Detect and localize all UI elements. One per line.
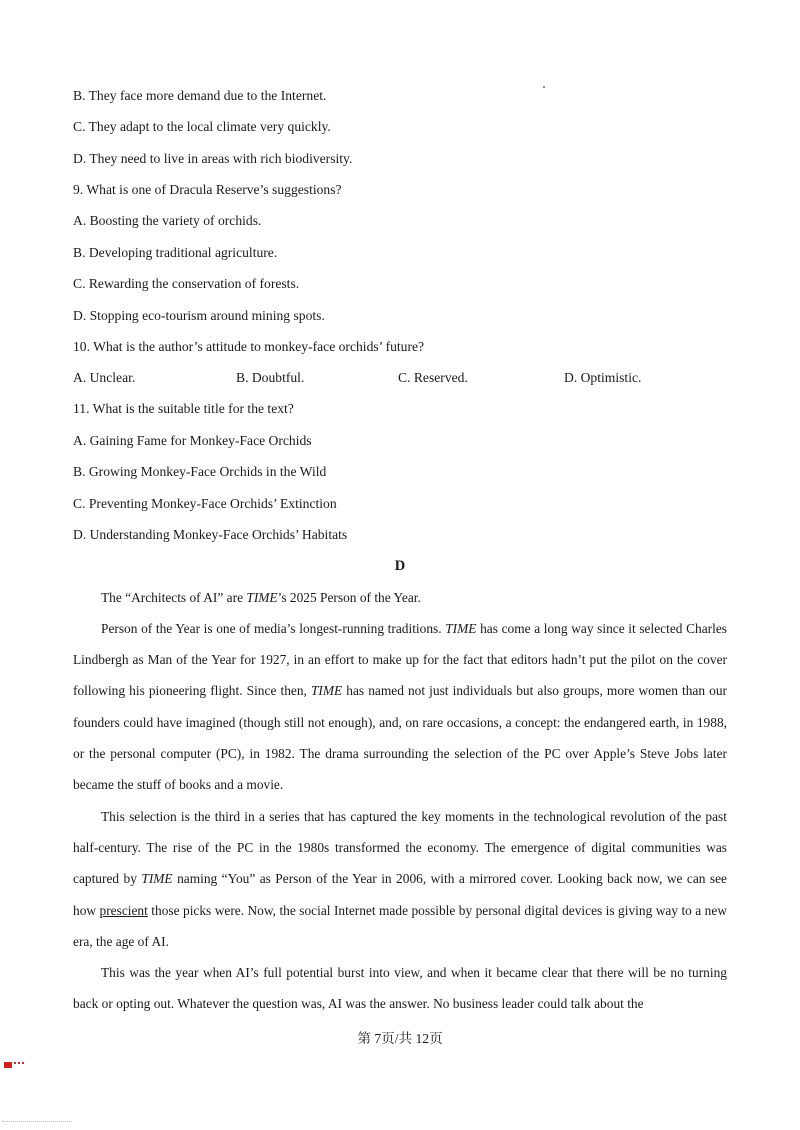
passage-paragraph-3: This selection is the third in a series that has captured the key moments in the technological revolution of the past half-century. The rise of the PC in the 1980s transformed the economy. The emergence of digital communities was captured by TIME naming “You” as Person of the Year in 2006, with a mirrored cover. Looking back now, we can see how prescient those picks were. Now, the social Internet made possible by personal digital devices is giving way to a new era, the age of AI. — [73, 809, 727, 949]
scan-edge-mark — [2, 1121, 72, 1125]
q9-option-b: B. Developing traditional agriculture. — [73, 245, 278, 260]
scan-speck — [543, 86, 545, 88]
q8-option-b: B. They face more demand due to the Internet. — [73, 88, 327, 103]
q8-option-d: D. They need to live in areas with rich biodiversity. — [73, 151, 353, 166]
q11-option-c: C. Preventing Monkey-Face Orchids’ Extinction — [73, 496, 337, 511]
q10-option-a: A. Unclear. — [73, 370, 136, 385]
q11-option-b: B. Growing Monkey-Face Orchids in the Wild — [73, 464, 327, 479]
q9-option-a: A. Boosting the variety of orchids. — [73, 213, 262, 228]
stamp-mark — [14, 1062, 24, 1068]
q11-question: 11. What is the suitable title for the text? — [73, 401, 294, 416]
q9-option-d: D. Stopping eco-tourism around mining spots. — [73, 308, 325, 323]
q11-option-d: D. Understanding Monkey-Face Orchids’ Habitats — [73, 527, 348, 542]
q10-options-row — [73, 369, 733, 387]
red-stamp-icon — [4, 1062, 12, 1068]
passage-paragraph-1: The “Architects of AI” are TIME’s 2025 Person of the Year. — [101, 590, 421, 605]
passage-paragraph-2: Person of the Year is one of media’s longest-running traditions. TIME has come a long way since it selected Charles Lindbergh as Man of the Year for 1927, in an effort to make up for the fact that editors hadn’t put the pilot on the cover following his pioneering flight. Since then, TIME has named not just individuals but also groups, more women than our founders could have imagined (though still not enough), and, on rare occasions, a concept: the endangered earth, in 1988, or the personal computer (PC), in 1982. The drama surrounding the selection of the PC over Apple’s Steve Jobs later became the stuff of books and a movie. — [73, 621, 727, 793]
passage-paragraph-4: This was the year when AI’s full potential burst into view, and when it became clear that there will be no turning back or opting out. Whatever the question was, AI was the answer. No business leader could talk about the — [73, 965, 727, 1012]
q10-option-b: B. Doubtful. — [236, 370, 305, 385]
q10-question: 10. What is the author’s attitude to monkey-face orchids’ future? — [73, 339, 425, 354]
q10-option-c: C. Reserved. — [398, 370, 468, 385]
q9-question: 9. What is one of Dracula Reserve’s suggestions? — [73, 182, 342, 197]
q10-option-d: D. Optimistic. — [564, 370, 642, 385]
section-heading: D — [394, 558, 406, 574]
q8-option-c: C. They adapt to the local climate very quickly. — [73, 119, 331, 134]
q9-option-c: C. Rewarding the conservation of forests. — [73, 276, 300, 291]
q11-option-a: A. Gaining Fame for Monkey-Face Orchids — [73, 433, 312, 448]
underlined-word: prescient — [99, 902, 148, 918]
page-footer: 第 7页/共 12页 — [357, 1031, 443, 1046]
